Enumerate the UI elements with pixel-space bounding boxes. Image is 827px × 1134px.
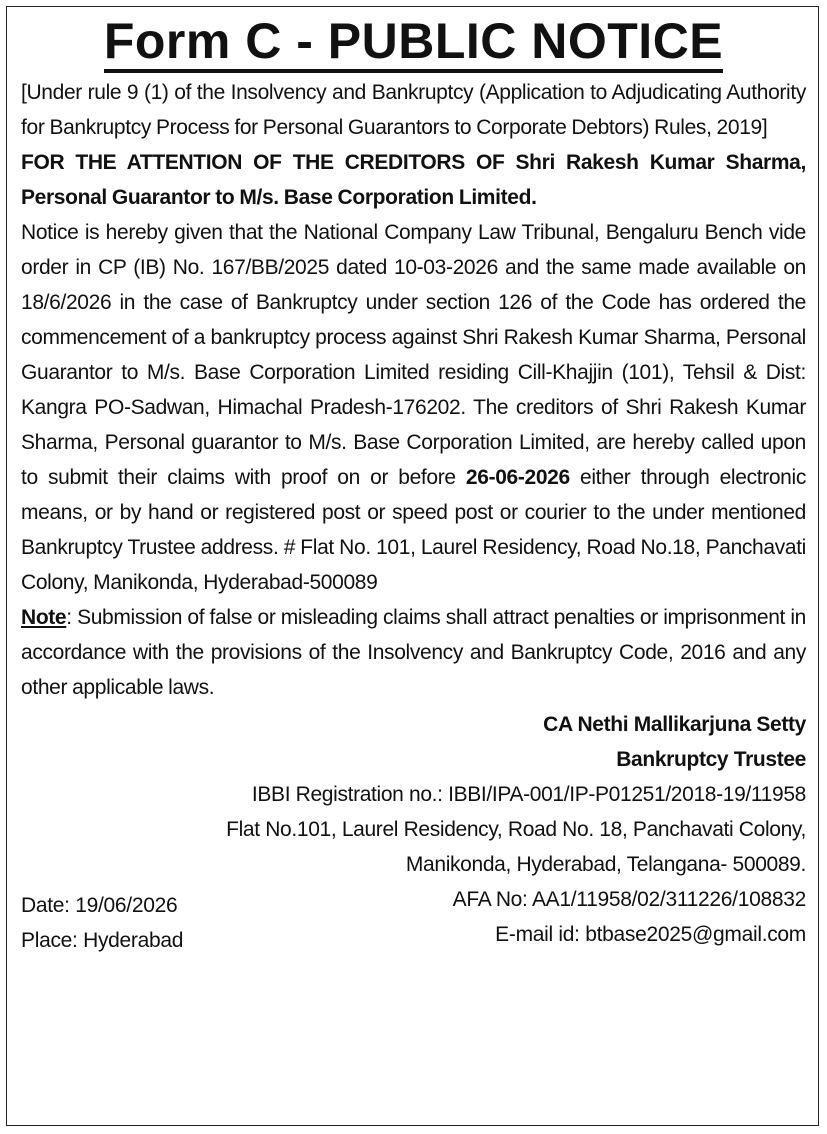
notice-body	[21, 215, 806, 600]
claim-deadline: 26-06-2026	[465, 466, 570, 489]
trustee-name: CA Nethi Mallikarjuna Setty	[543, 713, 806, 736]
date-place	[21, 888, 183, 958]
notice-date: Date: 19/06/2026	[21, 894, 178, 917]
notice-body-text: Notice is hereby given that the National Company Law Tribunal, Bengaluru Bench vide order in CP (IB) No. 167/BB/2025 dated 10-03-2026 and the same made available on 18/6/2026 in the case of Bankruptcy under section 126 of the Code has ordered the commencement of a bankruptcy process against Shri Rakesh Kumar Sharma, Personal Guarantor to M/s. Base Corporation Limited residing Cill-Khajjin (101), Tehsil & Dist: Kangra PO-Sadwan, Himachal Pradesh-176202. The creditors of Shri Rakesh Kumar Sharma, Personal guarantor to M/s. Base Corporation Limited, are hereby called upon to submit their claims with proof on or before	[21, 221, 806, 489]
note-label: Note	[21, 606, 67, 629]
attention-heading: FOR THE ATTENTION OF THE CREDITORS OF Shri Rakesh Kumar Sharma, Personal Guarantor to M/s. Base Corporation Limited.	[21, 151, 806, 209]
afa-email	[453, 882, 806, 952]
rule-reference: [Under rule 9 (1) of the Insolvency and Bankruptcy (Application to Adjudicating Authority for Bankruptcy Process for Personal Guarantors to Corporate Debtors) Rules, 2019]	[21, 81, 806, 139]
notice-footer	[21, 882, 806, 954]
trustee-designation: Bankruptcy Trustee	[616, 748, 806, 771]
afa-number: AFA No: AA1/11958/02/311226/108832	[452, 888, 806, 911]
trustee-address-line-1: Flat No.101, Laurel Residency, Road No. 18, Panchavati Colony,	[226, 818, 806, 841]
public-notice	[6, 6, 819, 1126]
notice-title: Form C - PUBLIC NOTICE	[21, 7, 806, 75]
signature-block	[21, 707, 806, 882]
note-text: : Submission of false or misleading claims shall attract penalties or imprisonment in accordance with the provisions of the Insolvency and Bankruptcy Code, 2016 and any other applicable laws.	[21, 606, 806, 699]
notice-body-text-continued: either through electronic means, or by hand or registered post or speed post or courier to the under mentioned Bankruptcy Trustee address. # Flat No. 101, Laurel Residency, Road No.18, Panchavati Colony, Manikonda, Hyderabad-500089	[21, 466, 806, 594]
notice-place: Place: Hyderabad	[21, 929, 184, 952]
trustee-address-line-2: Manikonda, Hyderabad, Telangana- 500089.	[405, 853, 806, 876]
note-paragraph	[21, 600, 806, 705]
trustee-email: E-mail id: btbase2025@gmail.com	[495, 923, 806, 946]
ibbi-registration: IBBI Registration no.: IBBI/IPA-001/IP-P01251/2018-19/11958	[251, 783, 806, 806]
